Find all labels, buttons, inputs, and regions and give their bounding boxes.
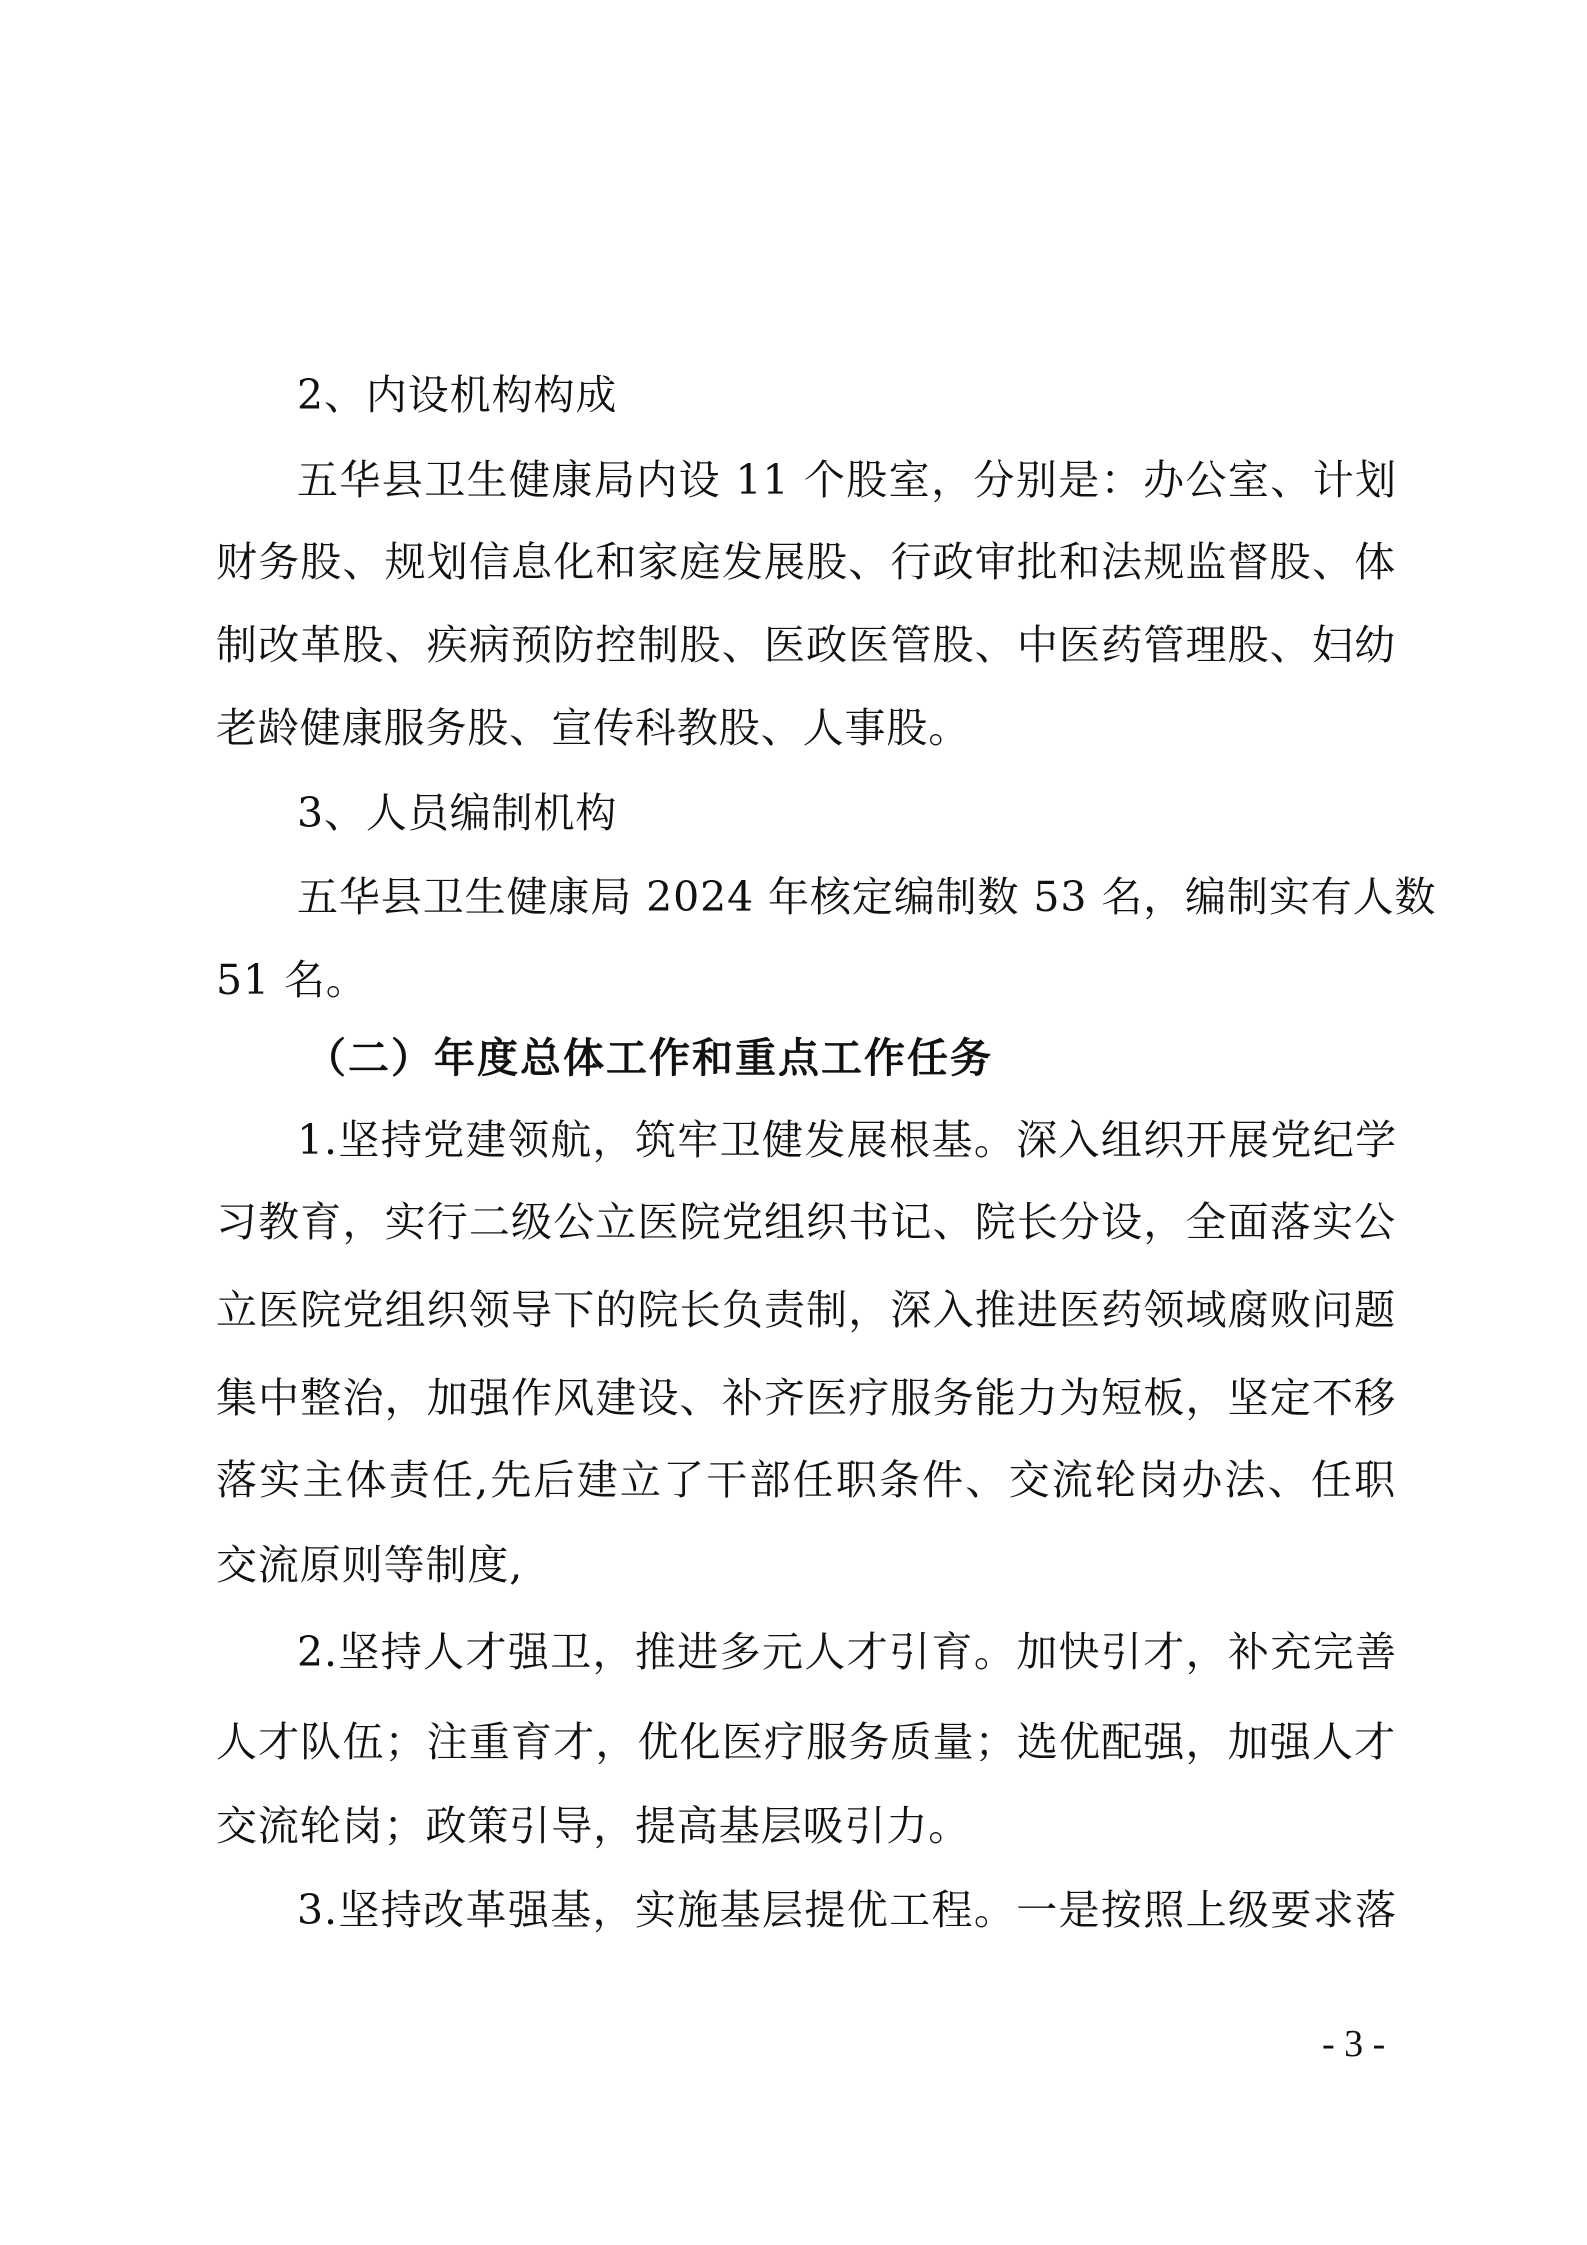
paragraph-line: 交流轮岗；政策引导，提高基层吸引力。 — [216, 1802, 971, 1850]
paragraph-line: 财务股、规划信息化和家庭发展股、行政审批和法规监督股、体 — [216, 538, 1396, 586]
paragraph-line: 落实主体责任,先后建立了干部任职条件、交流轮岗办法、任职 — [216, 1456, 1396, 1504]
paragraph-line: 51 名。 — [216, 956, 368, 1004]
paragraph-line: 老龄健康服务股、宣传科教股、人事股。 — [216, 704, 971, 752]
paragraph-line: 人才队伍；注重育才，优化医疗服务质量；选优配强，加强人才 — [216, 1718, 1396, 1766]
section-heading-annual-tasks: （二）年度总体工作和重点工作任务 — [305, 1034, 993, 1082]
paragraph-line: 习教育，实行二级公立医院党组织书记、院长分设，全面落实公 — [216, 1198, 1396, 1246]
paragraph-line: 制改革股、疾病预防控制股、医政医管股、中医药管理股、妇幼 — [216, 621, 1396, 669]
paragraph-line: 1.坚持党建领航，筑牢卫健发展根基。深入组织开展党纪学 — [297, 1116, 1397, 1164]
paragraph-line: 2.坚持人才强卫，推进多元人才引育。加快引才，补充完善 — [297, 1628, 1397, 1676]
subheading-staffing: 3、人员编制机构 — [297, 789, 618, 837]
page-number: - 3 - — [1322, 2023, 1386, 2065]
paragraph-line: 3.坚持改革强基，实施基层提优工程。一是按照上级要求落 — [297, 1886, 1397, 1934]
paragraph-line: 五华县卫生健康局 2024 年核定编制数 53 名，编制实有人数 — [297, 873, 1437, 921]
paragraph-line: 立医院党组织领导下的院长负责制，深入推进医药领域腐败问题 — [216, 1286, 1396, 1334]
paragraph-line: 交流原则等制度, — [216, 1541, 524, 1589]
paragraph-line: 集中整治，加强作风建设、补齐医疗服务能力为短板，坚定不移 — [216, 1374, 1396, 1422]
subheading-internal-structure: 2、内设机构构成 — [297, 371, 618, 419]
paragraph-line: 五华县卫生健康局内设 11 个股室，分别是：办公室、计划 — [297, 456, 1397, 504]
